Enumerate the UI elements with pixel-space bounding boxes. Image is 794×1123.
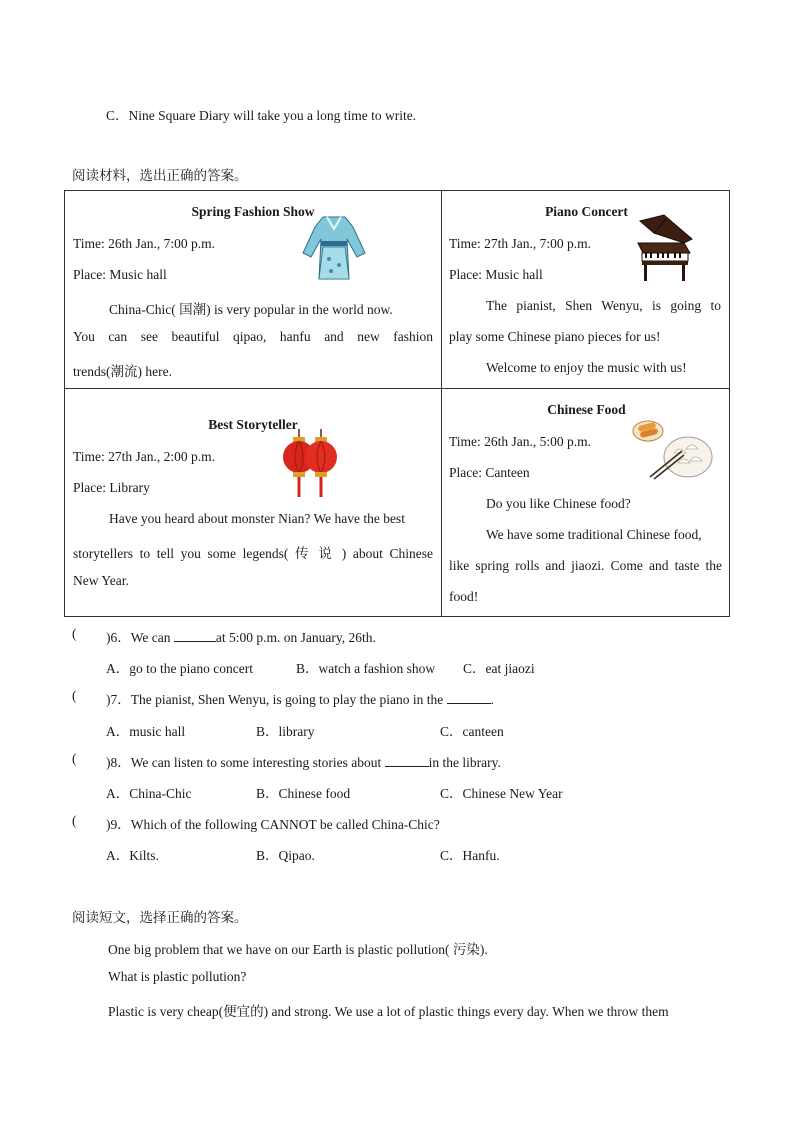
question-text (106, 751, 501, 771)
card-time: Time: 26th Jan., 7:00 p.m. (73, 236, 216, 251)
option-b[interactable]: B．Chinese food (256, 786, 351, 801)
option-a[interactable]: A．music hall (106, 724, 186, 739)
card-place: Place: Music hall (73, 267, 167, 282)
option-a[interactable]: A．go to the piano concert (106, 661, 253, 676)
card-body-line: storytellers to tell you some legends( 传 说 ) about Chinese (73, 546, 433, 561)
card-title: Spring Fashion Show (191, 204, 315, 219)
option-c[interactable]: C．eat jiaozi (463, 661, 535, 676)
card-title: Piano Concert (545, 204, 628, 219)
reading-material-heading: 阅读材料，选出正确的答案。 (72, 168, 248, 184)
answer-bracket[interactable]: ( (72, 813, 77, 828)
option-a[interactable]: A．Kilts. (106, 848, 159, 863)
card-place: Place: Library (73, 480, 150, 495)
answer-blank (385, 754, 429, 767)
card-place: Place: Canteen (449, 465, 530, 480)
card-title: Best Storyteller (208, 417, 298, 432)
question-stem: )8．We can listen to some interesting stories about (106, 755, 382, 770)
event-poster-grid (64, 190, 730, 617)
question-text (106, 626, 376, 646)
card-body-line: New Year. (73, 573, 129, 588)
card-place: Place: Music hall (449, 267, 543, 282)
option-c[interactable]: C．Hanfu. (440, 848, 500, 863)
card-body-line: We have some traditional Chinese food, (486, 527, 702, 542)
card-body-line: China-Chic( 国潮) is very popular in the world now. (109, 302, 393, 317)
card-time: Time: 27th Jan., 2:00 p.m. (73, 449, 216, 464)
option-a[interactable]: A．China-Chic (106, 786, 192, 801)
red-lanterns-icon (279, 429, 343, 501)
spring-rolls-dumplings-icon (632, 415, 714, 481)
card-piano-concert (442, 191, 731, 388)
answer-bracket[interactable]: ( (72, 688, 77, 703)
question-stem-end: in the library. (428, 755, 501, 770)
card-body-line: trends(潮流) here. (73, 364, 172, 379)
card-body-line: You can see beautiful qipao, hanfu and new fashion (73, 329, 433, 344)
option-b[interactable]: B．library (256, 724, 315, 739)
passage-line: One big problem that we have on our Earth is plastic pollution( 污染). (108, 942, 488, 957)
hanfu-dress-icon (301, 213, 367, 281)
option-b[interactable]: B．Qipao. (256, 848, 315, 863)
question-stem-end: . (490, 692, 494, 707)
card-best-storyteller (65, 389, 441, 618)
question-stem: )7．The pianist, Shen Wenyu, is going to play the piano in the (106, 692, 444, 707)
reading-passage-heading: 阅读短文，选择正确的答案。 (72, 910, 248, 926)
card-body-line: Welcome to enjoy the music with us! (486, 360, 687, 375)
question-stem: )6．We can (106, 630, 171, 645)
card-body-line: like spring rolls and jiaozi. Come and taste the (449, 558, 722, 573)
card-time: Time: 26th Jan., 5:00 p.m. (449, 434, 592, 449)
option-c[interactable]: C．canteen (440, 724, 504, 739)
option-b[interactable]: B．watch a fashion show (296, 661, 436, 676)
card-fashion-show (65, 191, 441, 388)
card-body-line: food! (449, 589, 479, 604)
card-chinese-food (442, 389, 731, 618)
card-body-line: Have you heard about monster Nian? We have the best (109, 511, 405, 526)
passage-line: What is plastic pollution? (108, 969, 247, 984)
question-stem: )9．Which of the following CANNOT be called China-Chic? (106, 817, 440, 832)
question-text (106, 813, 440, 833)
card-body-line: The pianist, Shen Wenyu, is going to (486, 298, 721, 313)
answer-blank (174, 629, 216, 642)
question-text (106, 688, 494, 708)
passage-line: Plastic is very cheap(便宜的) and strong. We use a lot of plastic things every day. When we throw them (108, 1004, 669, 1019)
answer-bracket[interactable]: ( (72, 626, 77, 641)
card-body-line: play some Chinese piano pieces for us! (449, 329, 661, 344)
option-c[interactable]: C．Chinese New Year (440, 786, 563, 801)
answer-bracket[interactable]: ( (72, 751, 77, 766)
grand-piano-icon (634, 213, 696, 283)
card-body-line: Do you like Chinese food? (486, 496, 631, 511)
answer-blank (447, 691, 491, 704)
previous-question-option-c: C．Nine Square Diary will take you a long time to write. (106, 108, 417, 123)
question-stem-end: at 5:00 p.m. on January, 26th. (215, 630, 376, 645)
card-time: Time: 27th Jan., 7:00 p.m. (449, 236, 592, 251)
card-title: Chinese Food (547, 402, 626, 417)
